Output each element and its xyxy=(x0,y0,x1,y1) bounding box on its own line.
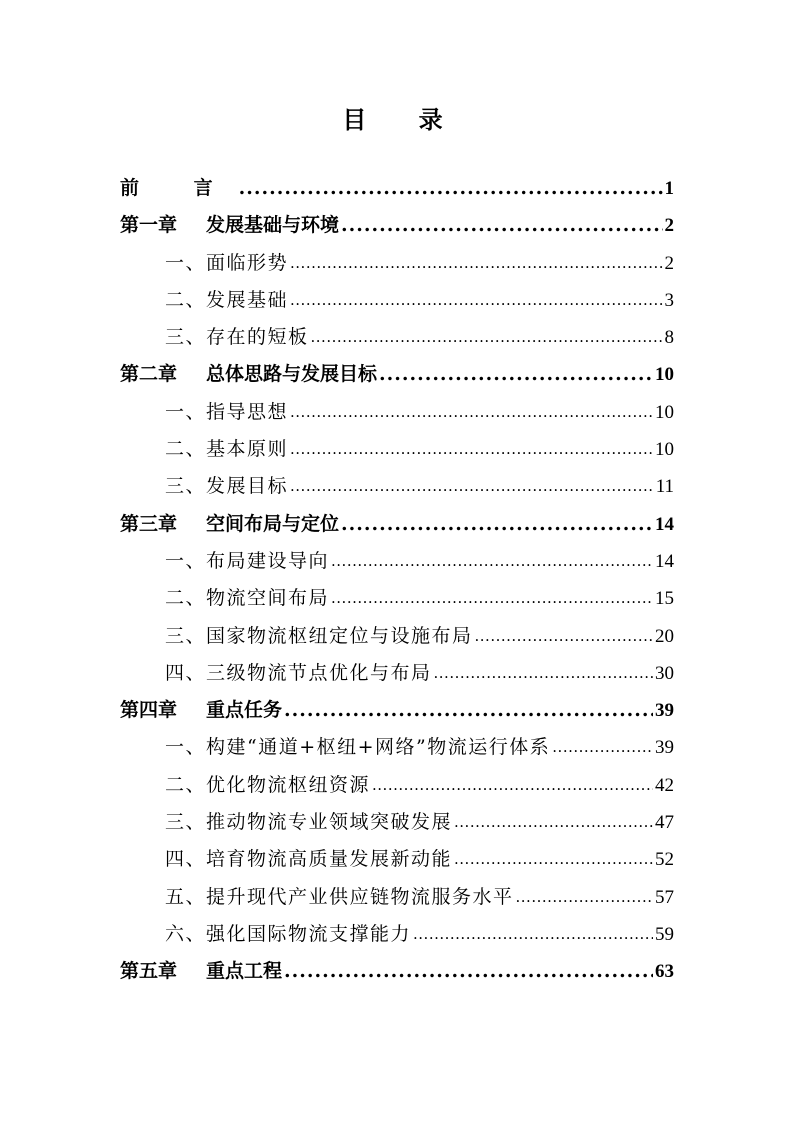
page-title: 目 录 xyxy=(342,105,465,134)
dot-leader xyxy=(331,543,653,580)
toc-entry-section[interactable] xyxy=(120,394,674,431)
dot-leader xyxy=(284,953,653,990)
dot-leader xyxy=(311,319,663,356)
toc-entry-label: 空间布局与定位 xyxy=(206,512,340,535)
dot-leader xyxy=(290,431,653,468)
toc-entry-label: 二、优化物流枢纽资源 xyxy=(165,773,371,796)
toc-entry-chapter-1[interactable] xyxy=(120,207,674,244)
toc-entry-section[interactable] xyxy=(120,282,674,319)
toc-page-number: 14 xyxy=(655,550,674,572)
toc-entry-label: 一、构建“通道+枢纽+网络”物流运行体系 xyxy=(165,736,551,759)
toc-page-number: 63 xyxy=(655,961,674,983)
dot-leader xyxy=(290,282,662,319)
toc-entry-chapter-4[interactable] xyxy=(120,692,674,729)
chapter-number: 第三章 xyxy=(120,512,178,535)
dot-leader xyxy=(331,580,653,617)
toc-page-number: 39 xyxy=(655,700,674,722)
toc-entry-label: 四、三级物流节点优化与布局 xyxy=(165,661,432,684)
toc-page-number: 15 xyxy=(655,588,674,610)
toc-page-number: 20 xyxy=(655,625,674,647)
toc-entry-section[interactable] xyxy=(120,879,674,916)
toc-entry-label: 六、强化国际物流支撑能力 xyxy=(165,922,412,945)
toc-entry-label: 三、发展目标 xyxy=(165,475,289,498)
dot-leader xyxy=(341,506,653,543)
toc-entry-label: 三、存在的短板 xyxy=(165,326,309,349)
dot-leader xyxy=(413,916,653,953)
toc-entry-section[interactable] xyxy=(120,543,674,580)
toc-entry-section[interactable] xyxy=(120,580,674,617)
toc-page-number: 30 xyxy=(655,662,674,684)
toc-page-number: 11 xyxy=(655,476,674,498)
dot-leader xyxy=(475,618,653,655)
toc-entry-label: 三、国家物流枢纽定位与设施布局 xyxy=(165,624,473,647)
toc-entry-label: 二、物流空间布局 xyxy=(165,587,330,610)
toc-entry-section[interactable] xyxy=(120,618,674,655)
toc-page-number: 57 xyxy=(655,886,674,908)
dot-leader xyxy=(552,729,653,766)
toc-entry-label: 一、指导思想 xyxy=(165,400,289,423)
toc-page-number: 59 xyxy=(655,923,674,945)
toc-entry-section[interactable] xyxy=(120,916,674,953)
chapter-number: 第五章 xyxy=(120,960,178,983)
toc-entry-section[interactable] xyxy=(120,468,674,505)
toc-page-number: 52 xyxy=(655,849,674,871)
toc-entry-section[interactable] xyxy=(120,245,674,282)
dot-leader xyxy=(239,170,663,207)
toc-entry-label: 总体思路与发展目标 xyxy=(206,363,378,386)
toc-page-number: 10 xyxy=(655,364,674,386)
dot-leader xyxy=(516,879,653,916)
toc-entry-label: 重点任务 xyxy=(206,699,283,722)
toc-page-number: 2 xyxy=(664,215,674,237)
toc-page-number: 42 xyxy=(655,774,674,796)
toc-entry-label: 二、发展基础 xyxy=(165,288,289,311)
toc-entry-section[interactable] xyxy=(120,319,674,356)
dot-leader xyxy=(372,767,653,804)
toc-entry-label: 重点工程 xyxy=(206,960,283,983)
toc-entry-label: 五、提升现代产业供应链物流服务水平 xyxy=(165,885,514,908)
toc-page-number: 2 xyxy=(664,252,674,274)
toc-page-number: 1 xyxy=(664,178,674,199)
toc-entry-label: 前 言 xyxy=(120,177,237,199)
dot-leader xyxy=(341,207,662,244)
toc-entry-section[interactable] xyxy=(120,841,674,878)
toc-entry-section[interactable] xyxy=(120,804,674,841)
toc-entry-section[interactable] xyxy=(120,767,674,804)
toc-entry-section[interactable] xyxy=(120,729,674,766)
toc-page-number: 8 xyxy=(664,327,674,349)
dot-leader xyxy=(284,692,653,729)
toc-entry-section[interactable] xyxy=(120,655,674,692)
chapter-number: 第一章 xyxy=(120,214,178,237)
dot-leader xyxy=(379,356,653,393)
dot-leader xyxy=(290,468,654,505)
toc-entry-preface[interactable] xyxy=(120,170,674,207)
chapter-number: 第四章 xyxy=(120,699,178,722)
table-of-contents xyxy=(120,170,674,991)
toc-page-number: 3 xyxy=(664,289,674,311)
toc-entry-chapter-3[interactable] xyxy=(120,506,674,543)
toc-entry-section[interactable] xyxy=(120,431,674,468)
toc-page-number: 10 xyxy=(655,401,674,423)
dot-leader xyxy=(290,394,653,431)
toc-entry-chapter-5[interactable] xyxy=(120,953,674,990)
chapter-number: 第二章 xyxy=(120,363,178,386)
dot-leader xyxy=(454,804,653,841)
toc-entry-chapter-2[interactable] xyxy=(120,356,674,393)
dot-leader xyxy=(434,655,653,692)
dot-leader xyxy=(454,841,653,878)
toc-entry-label: 发展基础与环境 xyxy=(206,214,340,237)
toc-entry-label: 二、基本原则 xyxy=(165,438,289,461)
dot-leader xyxy=(290,245,662,282)
toc-page-number: 39 xyxy=(655,737,674,759)
toc-entry-label: 一、面临形势 xyxy=(165,251,289,274)
toc-entry-label: 一、布局建设导向 xyxy=(165,549,330,572)
toc-entry-label: 四、培育物流高质量发展新动能 xyxy=(165,848,453,871)
toc-entry-label: 三、推动物流专业领域突破发展 xyxy=(165,811,453,834)
toc-page-number: 10 xyxy=(655,439,674,461)
toc-page-number: 14 xyxy=(655,513,674,535)
toc-page-number: 47 xyxy=(655,812,674,834)
